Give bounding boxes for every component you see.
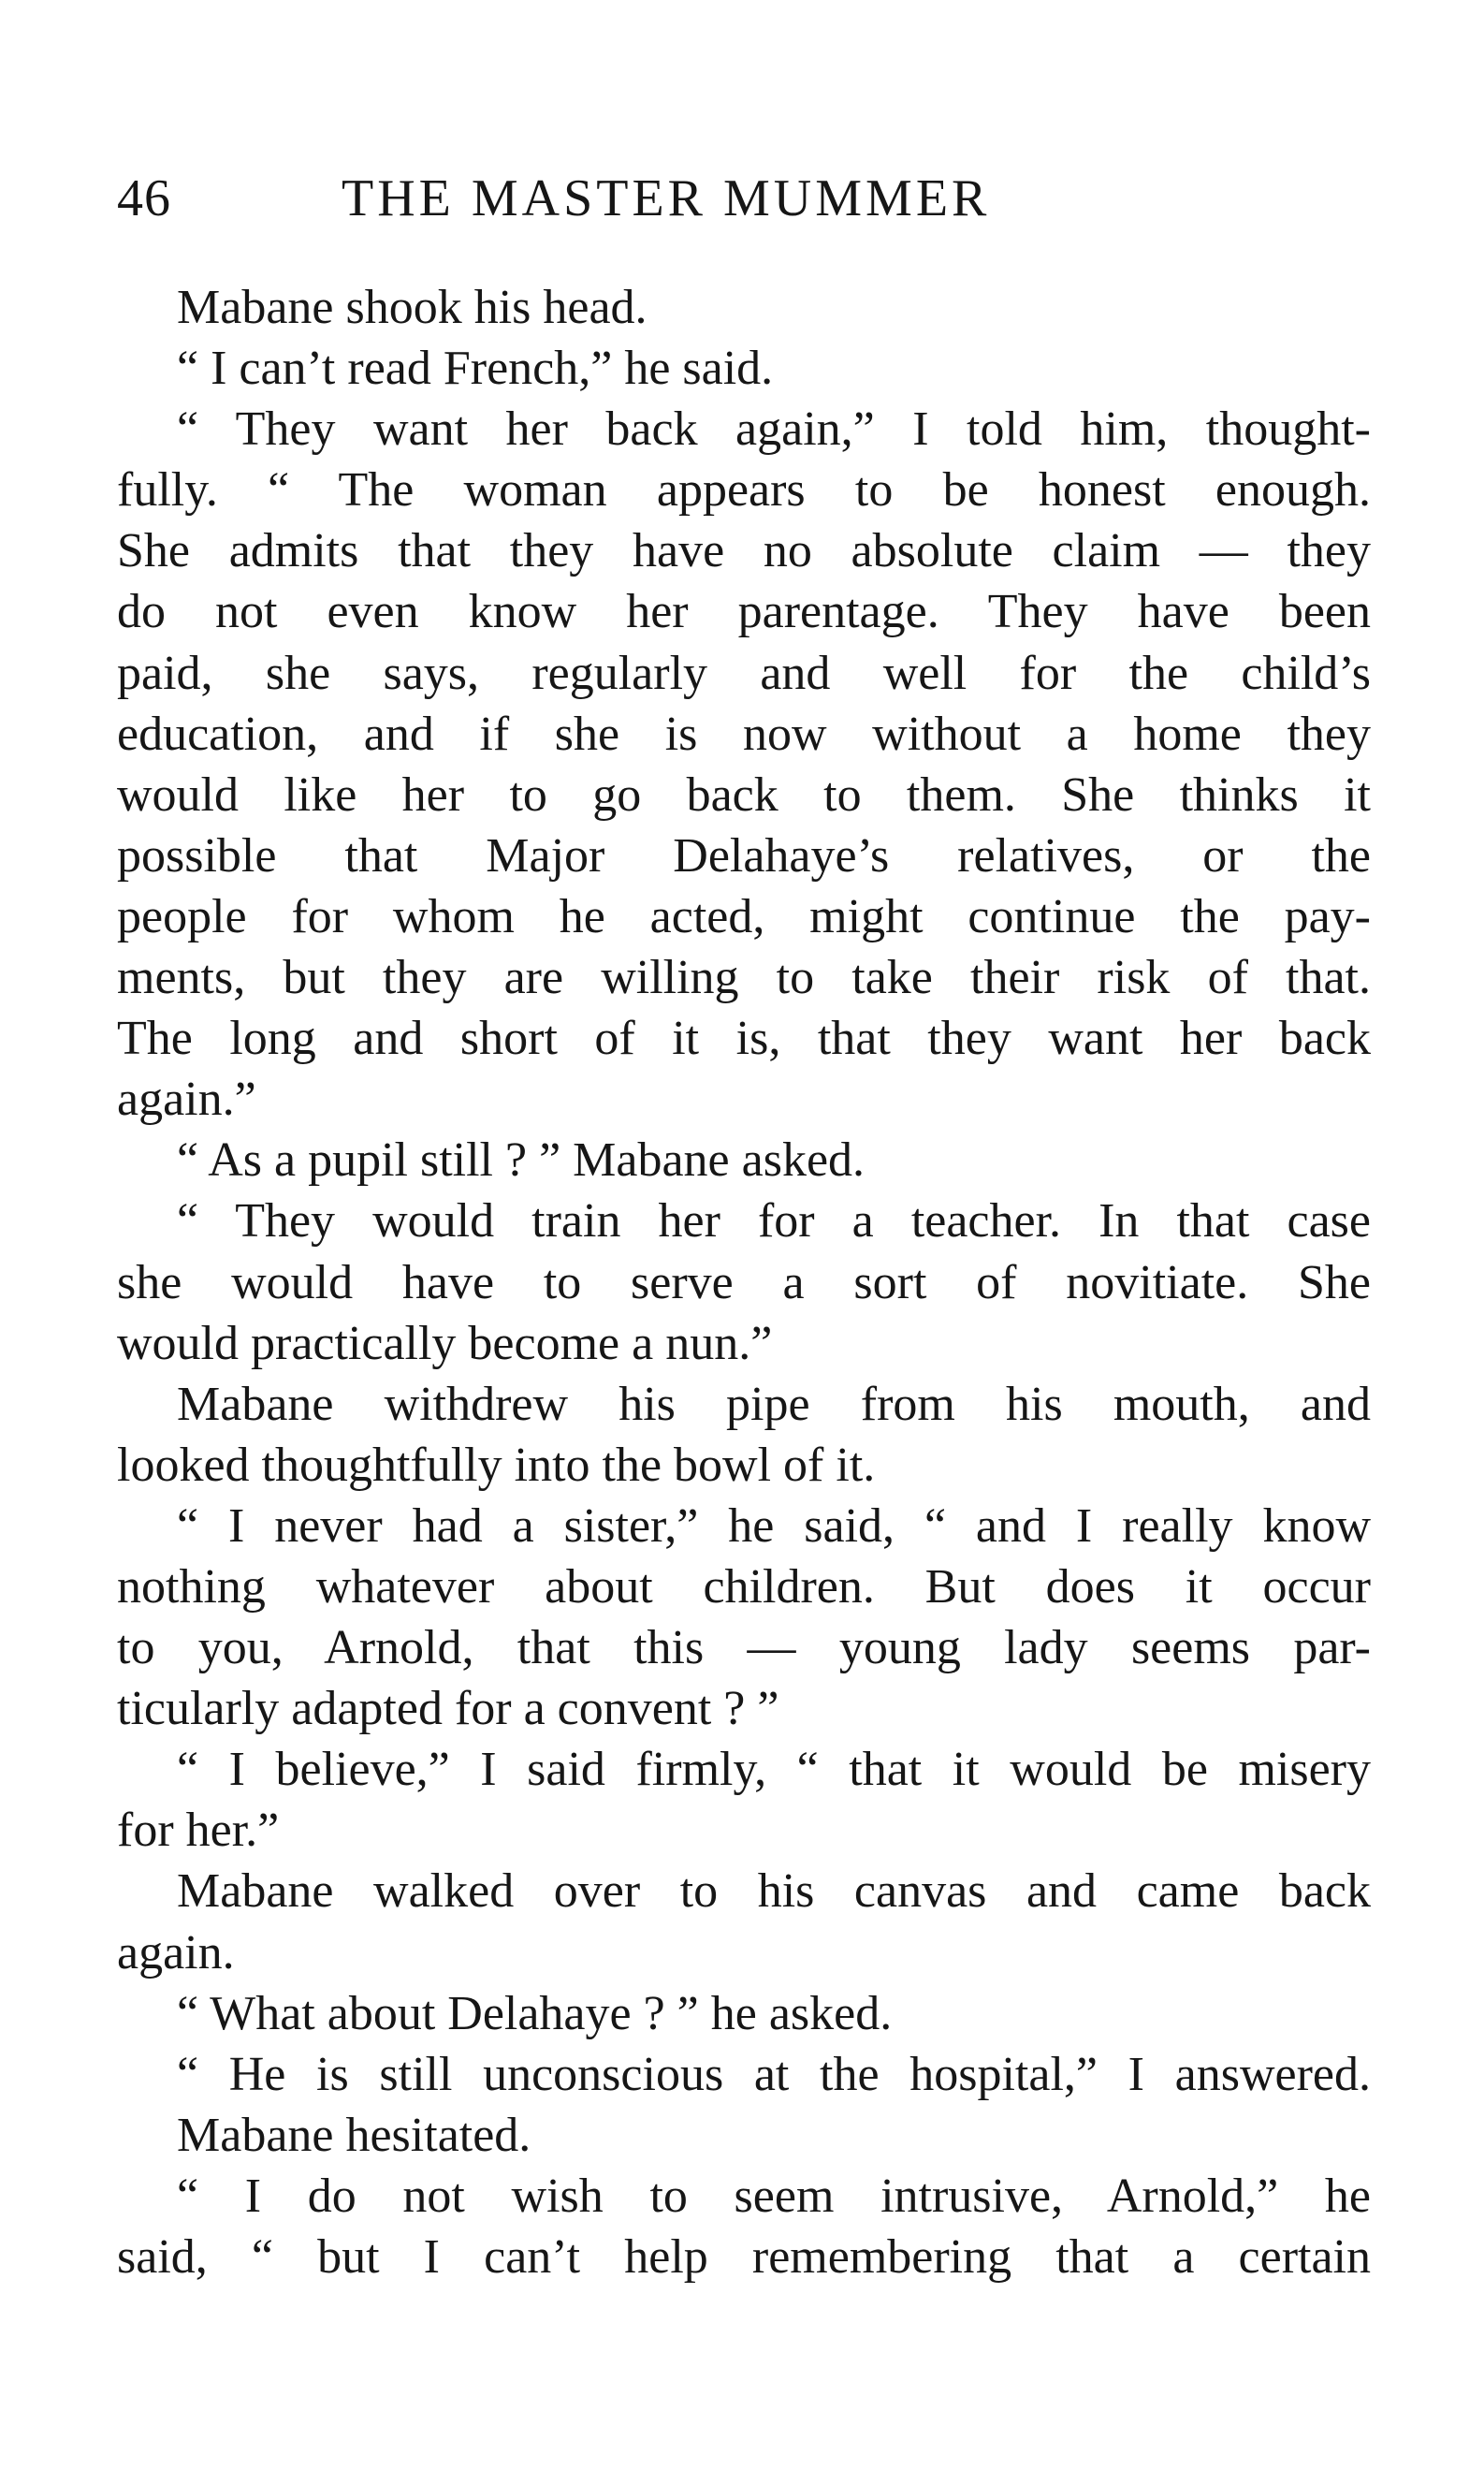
text-line: fully. “ The woman appears to be honest enough. (117, 463, 1371, 518)
text-line: people for whom he acted, might continue the pay- (117, 889, 1371, 943)
text-line: would practically become a nun.” (117, 1316, 773, 1370)
body-text (117, 277, 1371, 2287)
text-line: Mabane hesitated. (177, 2108, 531, 2162)
text-line: do not even know her parentage. They have been (117, 585, 1371, 639)
text-line: “ I do not wish to seem intrusive, Arnold,” he (177, 2169, 1371, 2223)
text-line: she would have to serve a sort of novitiate. She (117, 1255, 1371, 1309)
text-line: ments, but they are willing to take their risk of that. (117, 951, 1371, 1005)
text-line: to you, Arnold, that this — young lady seems par- (117, 1621, 1371, 1675)
text-line: paid, she says, regularly and well for the child’s (117, 646, 1371, 700)
text-line: “ I believe,” I said firmly, “ that it would be misery (177, 1743, 1371, 1797)
text-line: “ They would train her for a teacher. In that case (177, 1194, 1371, 1249)
text-line: Mabane walked over to his canvas and came back (177, 1864, 1371, 1919)
text-line: She admits that they have no absolute claim — they (117, 524, 1371, 578)
text-line: ticularly adapted for a convent ? ” (117, 1682, 779, 1736)
text-line: would like her to go back to them. She thinks it (117, 767, 1371, 822)
text-line: “ He is still unconscious at the hospital,” I answered. (177, 2047, 1371, 2101)
text-line: “ As a pupil still ? ” Mabane asked. (177, 1133, 866, 1188)
text-line: for her.” (117, 1804, 280, 1858)
page-header (117, 161, 1371, 236)
text-line: The long and short of it is, that they want her back (117, 1012, 1371, 1066)
text-line: “ I can’t read French,” he said. (177, 342, 774, 396)
text-line: education, and if she is now without a home they (117, 707, 1371, 761)
text-line: looked thoughtfully into the bowl of it. (117, 1438, 876, 1492)
page-number: 46 (117, 169, 171, 227)
running-title: THE MASTER MUMMER (342, 169, 991, 227)
text-line: “ What about Delahaye ? ” he asked. (177, 1986, 893, 2040)
text-line: nothing whatever about children. But does it occur (117, 1559, 1371, 1614)
text-line: again. (117, 1925, 235, 1980)
text-line: Mabane withdrew his pipe from his mouth, and (177, 1377, 1371, 1431)
book-page (117, 0, 1371, 2469)
text-line: possible that Major Delahaye’s relatives, or the (117, 828, 1371, 883)
text-line: “ They want her back again,” I told him, thought- (177, 402, 1371, 457)
text-line: said, “ but I can’t help remembering that a certain (117, 2230, 1371, 2284)
text-line: Mabane shook his head. (177, 281, 647, 334)
text-line: again.” (117, 1073, 256, 1127)
text-line: “ I never had a sister,” he said, “ and I really know (177, 1498, 1371, 1553)
